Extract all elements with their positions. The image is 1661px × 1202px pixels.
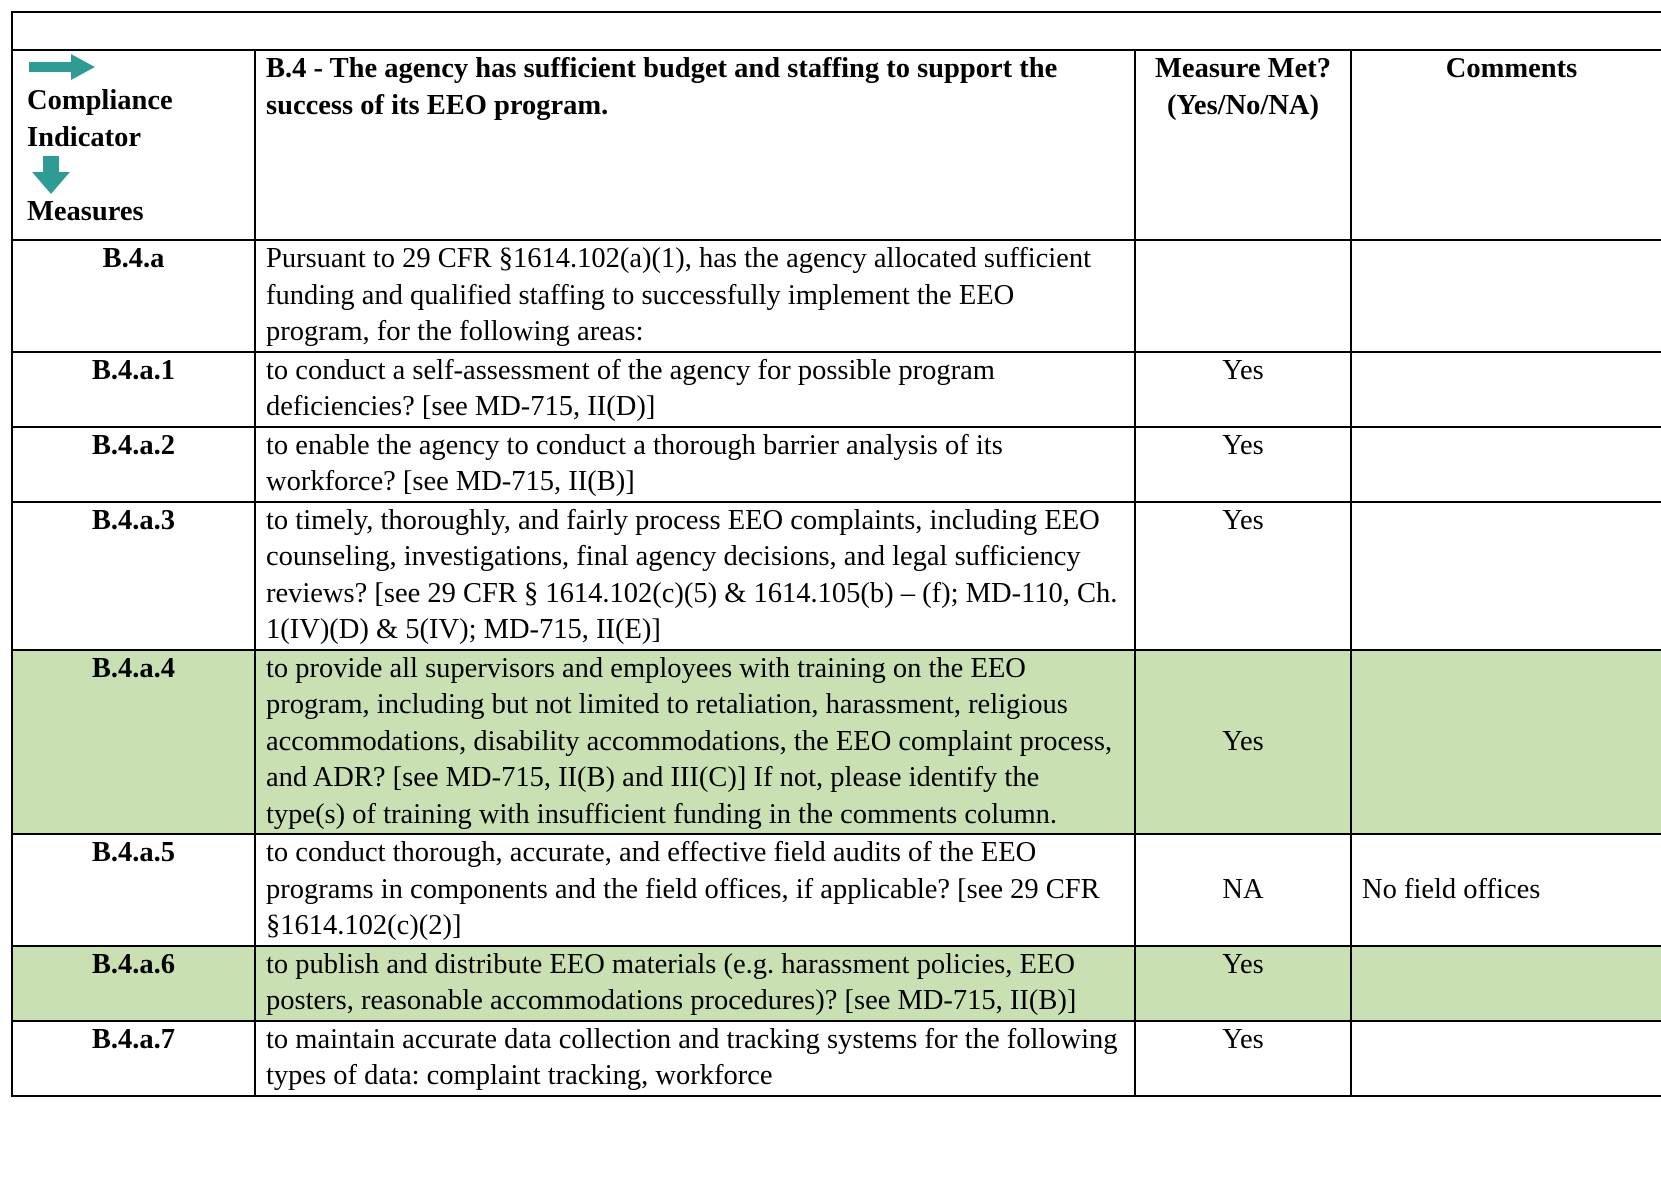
table-row <box>12 502 1661 650</box>
measure-id: B.4.a.7 <box>12 1021 255 1096</box>
measure-text: to provide all supervisors and employees with training on the EEO program, including but not limited to retaliation, harassment, religious accommodations, disability accommodations, the EEO complaint process, and ADR? [see MD-715, II(B) and III(C)] If not, please identify the type(s) of training with insufficient funding in the comments column. <box>255 650 1135 835</box>
measure-met-value <box>1135 240 1351 352</box>
measure-met-value: Yes <box>1135 352 1351 427</box>
measure-text: Pursuant to 29 CFR §1614.102(a)(1), has the agency allocated sufficient funding and qualified staffing to successfully implement the EEO program, for the following areas: <box>255 240 1135 352</box>
measures-label: Measures <box>27 196 144 227</box>
measure-met-header: Measure Met? (Yes/No/NA) <box>1135 50 1351 240</box>
indicator-header-cell <box>12 50 255 240</box>
header-row <box>12 50 1661 240</box>
table-row <box>12 946 1661 1021</box>
comment-cell <box>1351 946 1661 1021</box>
table-row <box>12 427 1661 502</box>
measure-met-value: Yes <box>1135 427 1351 502</box>
arrow-down-icon <box>32 156 70 194</box>
comment-cell <box>1351 1021 1661 1096</box>
compliance-indicator-label: Compliance Indicator <box>27 85 173 153</box>
measure-id: B.4.a.5 <box>12 834 255 946</box>
measure-text: to conduct a self-assessment of the agency for possible program deficiencies? [see MD-715, II(D)] <box>255 352 1135 427</box>
title-row <box>12 12 1661 50</box>
table-row <box>12 1021 1661 1096</box>
measure-id: B.4.a.1 <box>12 352 255 427</box>
compliance-table <box>11 11 1661 1097</box>
comments-header: Comments <box>1351 50 1661 240</box>
comment-cell <box>1351 352 1661 427</box>
table-row <box>12 834 1661 946</box>
comment-cell <box>1351 240 1661 352</box>
measure-id: B.4.a <box>12 240 255 352</box>
title-cell <box>12 12 1661 50</box>
measure-text: to enable the agency to conduct a thorough barrier analysis of its workforce? [see MD-715, II(B)] <box>255 427 1135 502</box>
comment-cell <box>1351 427 1661 502</box>
table-row <box>12 240 1661 352</box>
measure-text: to conduct thorough, accurate, and effective field audits of the EEO programs in components and the field offices, if applicable? [see 29 CFR §1614.102(c)(2)] <box>255 834 1135 946</box>
table-row <box>12 650 1661 835</box>
measure-id: B.4.a.3 <box>12 502 255 650</box>
measure-text: to publish and distribute EEO materials (e.g. harassment policies, EEO posters, reasonable accommodations procedures)? [see MD-715, II(B)] <box>255 946 1135 1021</box>
measure-id: B.4.a.6 <box>12 946 255 1021</box>
table-row <box>12 352 1661 427</box>
measure-text: to timely, thoroughly, and fairly process EEO complaints, including EEO counseling, investigations, final agency decisions, and legal sufficiency reviews? [see 29 CFR § 1614.102(c)(5) & 1614.105(b) – (f); MD-110, Ch. 1(IV)(D) & 5(IV); MD-715, II(E)] <box>255 502 1135 650</box>
comment-cell <box>1351 502 1661 650</box>
arrow-right-icon <box>29 54 95 80</box>
comment-cell <box>1351 650 1661 835</box>
indicator-text-cell: B.4 - The agency has sufficient budget and staffing to support the success of its EEO program. <box>255 50 1135 240</box>
comment-cell: No field offices <box>1351 834 1661 946</box>
measure-text: to maintain accurate data collection and tracking systems for the following types of data: complaint tracking, workforce <box>255 1021 1135 1096</box>
measure-id: B.4.a.2 <box>12 427 255 502</box>
measure-met-value: Yes <box>1135 650 1351 835</box>
measure-met-value: Yes <box>1135 1021 1351 1096</box>
measure-met-value: Yes <box>1135 946 1351 1021</box>
measure-met-value: NA <box>1135 834 1351 946</box>
measure-met-value: Yes <box>1135 502 1351 650</box>
measure-id: B.4.a.4 <box>12 650 255 835</box>
